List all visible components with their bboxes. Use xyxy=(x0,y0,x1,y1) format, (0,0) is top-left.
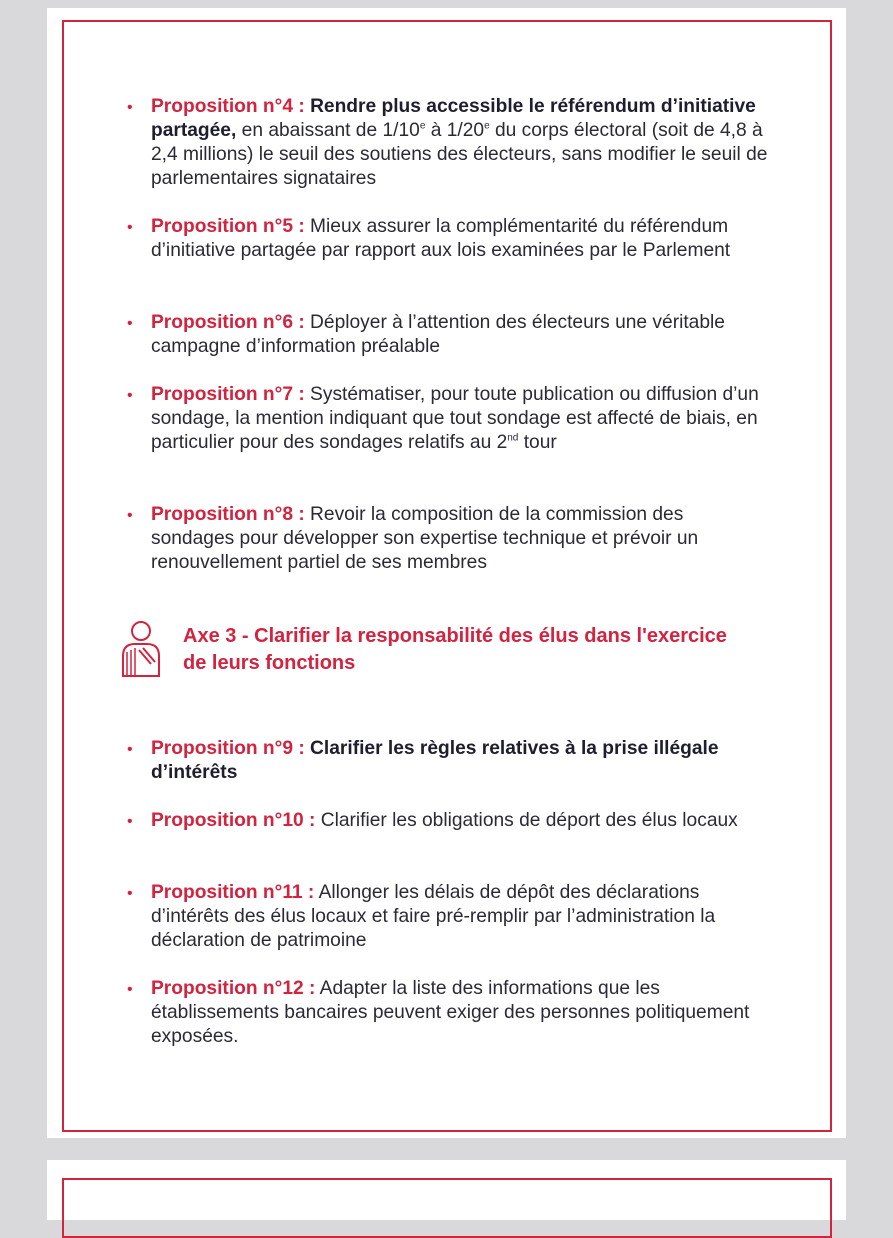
proposition-label: Proposition n°7 : xyxy=(151,384,305,405)
proposition-7 xyxy=(127,383,771,455)
proposition-8 xyxy=(127,503,771,575)
proposition-text: Clarifier les obligations de déport des élus locaux xyxy=(315,810,738,831)
proposition-text: Allonger les délais de dépôt des déclarations d’intérêts des élus locaux et faire pré-remplir par l’administration la déclaration de patrimoine xyxy=(151,882,716,951)
proposition-12 xyxy=(127,977,771,1049)
proposition-text: tour xyxy=(518,432,557,453)
proposition-text: Systématiser, pour toute publication ou diffusion d’un sondage, la mention indiquant que tout sondage est affecté de biais, en particulier pour des sondages relatifs au 2 xyxy=(151,384,759,453)
proposition-text: Mieux assurer la complémentarité du référendum d’initiative partagée par rapport aux lois examinées par le Parlement xyxy=(151,216,731,261)
bullet-icon: • xyxy=(127,219,133,236)
proposition-10 xyxy=(127,809,771,833)
next-page xyxy=(47,1160,846,1220)
proposition-label: Proposition n°9 : xyxy=(151,738,305,759)
proposition-text: en abaissant de 1/10 xyxy=(236,120,420,141)
proposition-label: Proposition n°8 : xyxy=(151,504,305,525)
proposition-label: Proposition n°6 : xyxy=(151,312,305,333)
proposition-label: Proposition n°5 : xyxy=(151,216,305,237)
proposition-strong: Clarifier les règles relatives à la prise illégale d’intérêts xyxy=(151,738,719,783)
proposition-6 xyxy=(127,311,771,359)
bullet-icon: • xyxy=(127,741,133,758)
bullet-icon: • xyxy=(127,507,133,524)
bullet-icon: • xyxy=(127,387,133,404)
bullet-icon: • xyxy=(127,813,133,830)
proposition-text: du corps électoral (soit de 4,8 à 2,4 millions) le seuil des soutiens des électeurs, sans modifier le seuil de parlementaires signataires xyxy=(151,120,768,189)
proposition-label: Proposition n°12 : xyxy=(151,978,316,999)
page-border xyxy=(62,1178,832,1238)
bullet-icon: • xyxy=(127,99,133,116)
proposition-label: Proposition n°11 : xyxy=(151,882,315,903)
proposition-text: Revoir la composition de la commission des sondages pour développer son expertise technique et prévoir un renouvellement partiel de ses membres xyxy=(151,504,699,573)
proposition-label: Proposition n°10 : xyxy=(151,810,316,831)
superscript: e xyxy=(419,120,426,132)
person-icon xyxy=(119,618,163,678)
superscript: e xyxy=(484,120,490,132)
proposition-text: Adapter la liste des informations que les établissements bancaires peuvent exiger des personnes politiquement exposées. xyxy=(151,978,750,1047)
bullet-icon: • xyxy=(127,885,133,902)
bullet-icon: • xyxy=(127,981,133,998)
proposition-text: Déployer à l’attention des électeurs une véritable campagne d’information préalable xyxy=(151,312,725,357)
proposition-text: à 1/20 xyxy=(425,120,485,141)
proposition-9 xyxy=(127,737,771,785)
proposition-4 xyxy=(127,95,771,191)
proposition-label: Proposition n°4 : xyxy=(151,96,305,117)
proposition-5 xyxy=(127,215,771,263)
bullet-icon: • xyxy=(127,315,133,332)
proposition-strong: Rendre plus accessible le référendum d’initiative partagée, xyxy=(151,96,756,141)
superscript: nd xyxy=(507,432,519,444)
section-title: Axe 3 - Clarifier la responsabilité des élus dans l'exercice de leurs fonctions xyxy=(183,625,727,674)
proposition-11 xyxy=(127,881,771,953)
